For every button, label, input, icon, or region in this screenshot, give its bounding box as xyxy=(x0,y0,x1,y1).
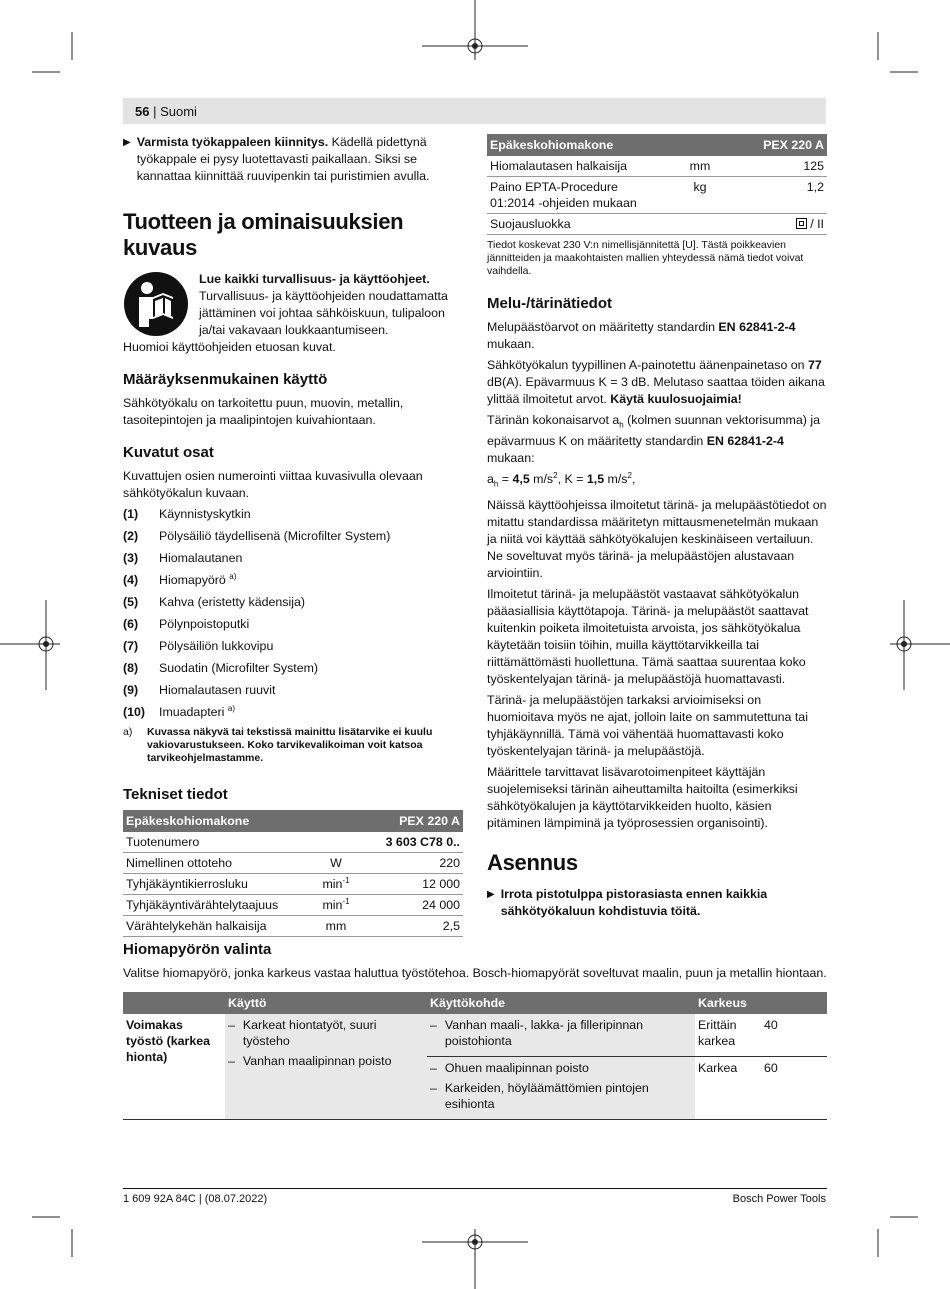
list-item: (2) Pölysäiliö täydellisenä (Microfilter System) xyxy=(123,529,391,543)
table-row: – Ohuen maalipinnan poisto – Karkeiden, höyläämättömien pintojen esihionta Karkea 60 xyxy=(123,1057,827,1120)
list-item: (5) Kahva (eristetty kädensija) xyxy=(123,595,306,609)
intended-use-text: Sähkötyökalu on tarkoitettu puun, muovin, metallin, tasoitepintojen ja maalipintojen kuivahiontaan. xyxy=(123,396,404,427)
right-column xyxy=(487,134,827,924)
footer-brand: Bosch Power Tools xyxy=(732,1193,826,1205)
vibration-p1: Tärinän kokonaisarvot $a_h$ (kolmen suunnan vektorisumma) ja epävarmuus K on määritetty standardin EN 62841-2-4 mukaan: xyxy=(487,413,820,466)
list-item: (9) Hiomalautasen ruuvit xyxy=(123,683,276,697)
paragraph: Määrittele tarvittavat lisävarotoimenpiteet käyttäjän suojelemiseksi tärinän aiheuttamilta haitoilta (esimerkiksi sähkötyökalujen ja käyttötarvikkeiden huolto, käsien pitäminen lämpiminä ja työprosessien organisointi). xyxy=(487,764,798,830)
footer-docnumber: 1 609 92A 84C | (08.07.2022) xyxy=(123,1193,268,1205)
list-item: (6) Pölynpoistoputki xyxy=(123,617,250,631)
intro-bullet xyxy=(123,134,463,185)
grit-section xyxy=(123,940,827,1121)
list-item: (4) Hiomapyörö $^{a)}$ xyxy=(123,571,237,587)
table-row: Tyhjäkäyntikierrosluku $\min^{-1}$ 12 000 xyxy=(123,874,463,895)
assembly-title: Asennus xyxy=(487,849,578,875)
table-row: Tuotenumero 3 603 C78 0.. xyxy=(123,832,463,853)
vibration-values: $a_h = 4,5$ $m/s^2$, K = 1,5 $m/s^2$, xyxy=(487,471,636,489)
table-row: Paino EPTA-Procedure 01:2014 -ohjeiden mukaan kg 1,2 xyxy=(487,177,827,214)
grit-table: Käyttö Käyttökohde Karkeus Voimakas työstö (karkea hionta) – Karkeat hiontatyöt, suuri työsteho – Vanhan maalipinnan poisto – Vanhan maali-, lakka- ja filleripinnan poistohionta Erittäin karkea 40 – Ohuen maalipinnan poisto – Karkeiden, höyläämättömien pintojen esihionta Karkea 60 xyxy=(123,992,827,1121)
parts-intro: Kuvattujen osien numerointi viittaa kuvasivulla olevaan sähkötyökalun kuvaan. xyxy=(123,469,423,500)
list-item: (3) Hiomalautanen xyxy=(123,551,243,565)
table-row: Tyhjäkäyntivärähtelytaajuus $\min^{-1}$ 24 000 xyxy=(123,895,463,916)
table-row: Suojausluokka / II xyxy=(487,214,827,235)
bullet-triangle-icon: ▶ xyxy=(123,137,131,148)
list-item: (10) Imuadapteri $^{a)}$ xyxy=(123,703,236,719)
read-text: Turvallisuus- ja käyttöohjeiden noudattamatta jättäminen voi johtaa sähköiskuun, tulipaloon ja/tai vakavaan loukkaantumiseen. xyxy=(199,289,448,337)
footer-divider xyxy=(123,1188,827,1189)
tech-note: Tiedot koskevat 230 V:n nimellisjännitettä [U]. Tästä poikkeavien jännitteiden ja maakohtaisten mallien yhteydessä nämä tiedot voivat vaihdella. xyxy=(487,239,804,277)
left-column xyxy=(123,134,463,937)
tech-table-left: Epäkeskohiomakone PEX 220 A Tuotenumero 3 603 C78 0.. Nimellinen ottoteho W 220 Tyhjäkäyntikierrosluku $\min^{-1}$ 12 000 Tyhjäkäyntivärähtelytaajuus $\min^{-1}$ 24 000 Värähtelykehän halkaisija mm 2,5 xyxy=(123,810,463,937)
list-item: (7) Pölysäiliön lukkovipu xyxy=(123,639,274,653)
intro-bullet-bold: Varmista työkappaleen kiinnitys. xyxy=(136,135,329,149)
tech-table-right: Epäkeskohiomakone PEX 220 A Hiomalautasen halkaisija mm 125 Paino EPTA-Procedure 01:2014 -ohjeiden mukaan kg 1,2 Suojausluokka / II xyxy=(487,134,827,235)
header-bar xyxy=(123,98,826,124)
table-row: Nimellinen ottoteho W 220 xyxy=(123,853,463,874)
note-images: Huomioi käyttöohjeiden etuosan kuvat. xyxy=(123,340,336,354)
read-bold: Lue kaikki turvallisuus- ja käyttöohjeet. xyxy=(199,272,430,286)
noise-p1: Melupäästöarvot on määritetty standardin EN 62841-2-4 mukaan. xyxy=(487,320,796,351)
list-item: (1) Käynnistyskytkin xyxy=(123,507,251,521)
grit-title: Hiomapyörön valinta xyxy=(123,941,272,958)
list-item: (8) Suodatin (Microfilter System) xyxy=(123,661,319,675)
double-insulation-icon xyxy=(796,218,807,229)
page-header: 56 | Suomi xyxy=(135,104,197,119)
intro-bullet-text: Kädellä pidettynä työkappale ei pysy luotettavasti paikallaan. Siksi se kannattaa kiinnittää ruuvipenkin tai puristimien avulla. xyxy=(136,135,430,183)
intended-use-title: Määräyksenmukainen käyttö xyxy=(123,371,328,388)
noise-title: Melu-/tärinätiedot xyxy=(487,295,613,312)
assembly-bullet: ▶ Irrota pistotulppa pistorasiasta ennen kaikkia sähkötyökaluun kohdistuvia töitä. xyxy=(487,886,768,918)
page-number: 56 xyxy=(135,104,150,119)
read-manual-block xyxy=(123,271,463,339)
parts-footnote: a) Kuvassa näkyvä tai tekstissä mainittu lisätarvike ei kuulu vakiovarustukseen. Koko tarvikevalikoiman voit katsoa tarvikeohjelmastamme. xyxy=(123,726,433,764)
grit-intro: Valitse hiomapyörö, jonka karkeus vastaa haluttua työstötehoa. Bosch-hiomapyörät soveltuvat maalin, puun ja metallin hiontaan. xyxy=(123,966,827,980)
noise-p2: Sähkötyökalun tyypillinen A-painotettu äänenpainetaso on 77 dB(A). Epävarmuus K = 3 dB. Melutaso saattaa töiden aikana ylittää ilmoitetut arvot. Käytä kuulosuojaimia! xyxy=(487,358,825,406)
paragraph: Ilmoitetut tärinä- ja melupäästöt vastaavat sähkötyökalun pääasiallisia käyttötapoja. Tärinä- ja melupäästöt saattavat kuitenkin poiketa ilmoitetuista arvoista, jos sähkötyökalua käytetään toisiin töihin, muilla käyttötarvikkeilla tai riittämättömästi huollettuna. Tämä saattaa suurentaa koko työskentelyajan tärinä- ja melupäästöjä huomattavasti. xyxy=(487,586,809,686)
bullet-triangle-icon: ▶ xyxy=(487,888,495,900)
section-title: Tuotteen ja ominaisuuksien kuvaus xyxy=(123,209,404,260)
table-row: Voimakas työstö (karkea hionta) – Karkeat hiontatyöt, suuri työsteho – Vanhan maalipinnan poisto – Vanhan maali-, lakka- ja filleripinnan poistohionta Erittäin karkea 40 xyxy=(123,1014,827,1057)
read-manual-icon xyxy=(123,271,189,337)
paragraph: Näissä käyttöohjeissa ilmoitetut tärinä- ja melupäästötiedot on mitattu standardissa määritetyn mittausmenetelmän mukaan ja niitä voi käyttää sähkötyökalujen keskinäiseen vertailuun. Ne soveltuvat myös tärinä- ja melupäästöjen alustavaan arviointiin. xyxy=(487,497,827,580)
table-row: Värähtelykehän halkaisija mm 2,5 xyxy=(123,916,463,937)
paragraph: Tärinä- ja melupäästöjen tarkaksi arvioimiseksi on huomioitava myös ne ajat, jolloin laite on sammutettuna tai tyhjäkäynnillä. Tämä voi vähentää huomattavasti koko työskentelyajan tärinä- ja melupäästöjä. xyxy=(487,692,808,758)
parts-list xyxy=(123,506,463,721)
tech-title: Tekniset tiedot xyxy=(123,786,228,803)
parts-title: Kuvatut osat xyxy=(123,444,214,461)
page-language: Suomi xyxy=(160,104,197,119)
table-row: Hiomalautasen halkaisija mm 125 xyxy=(487,156,827,177)
